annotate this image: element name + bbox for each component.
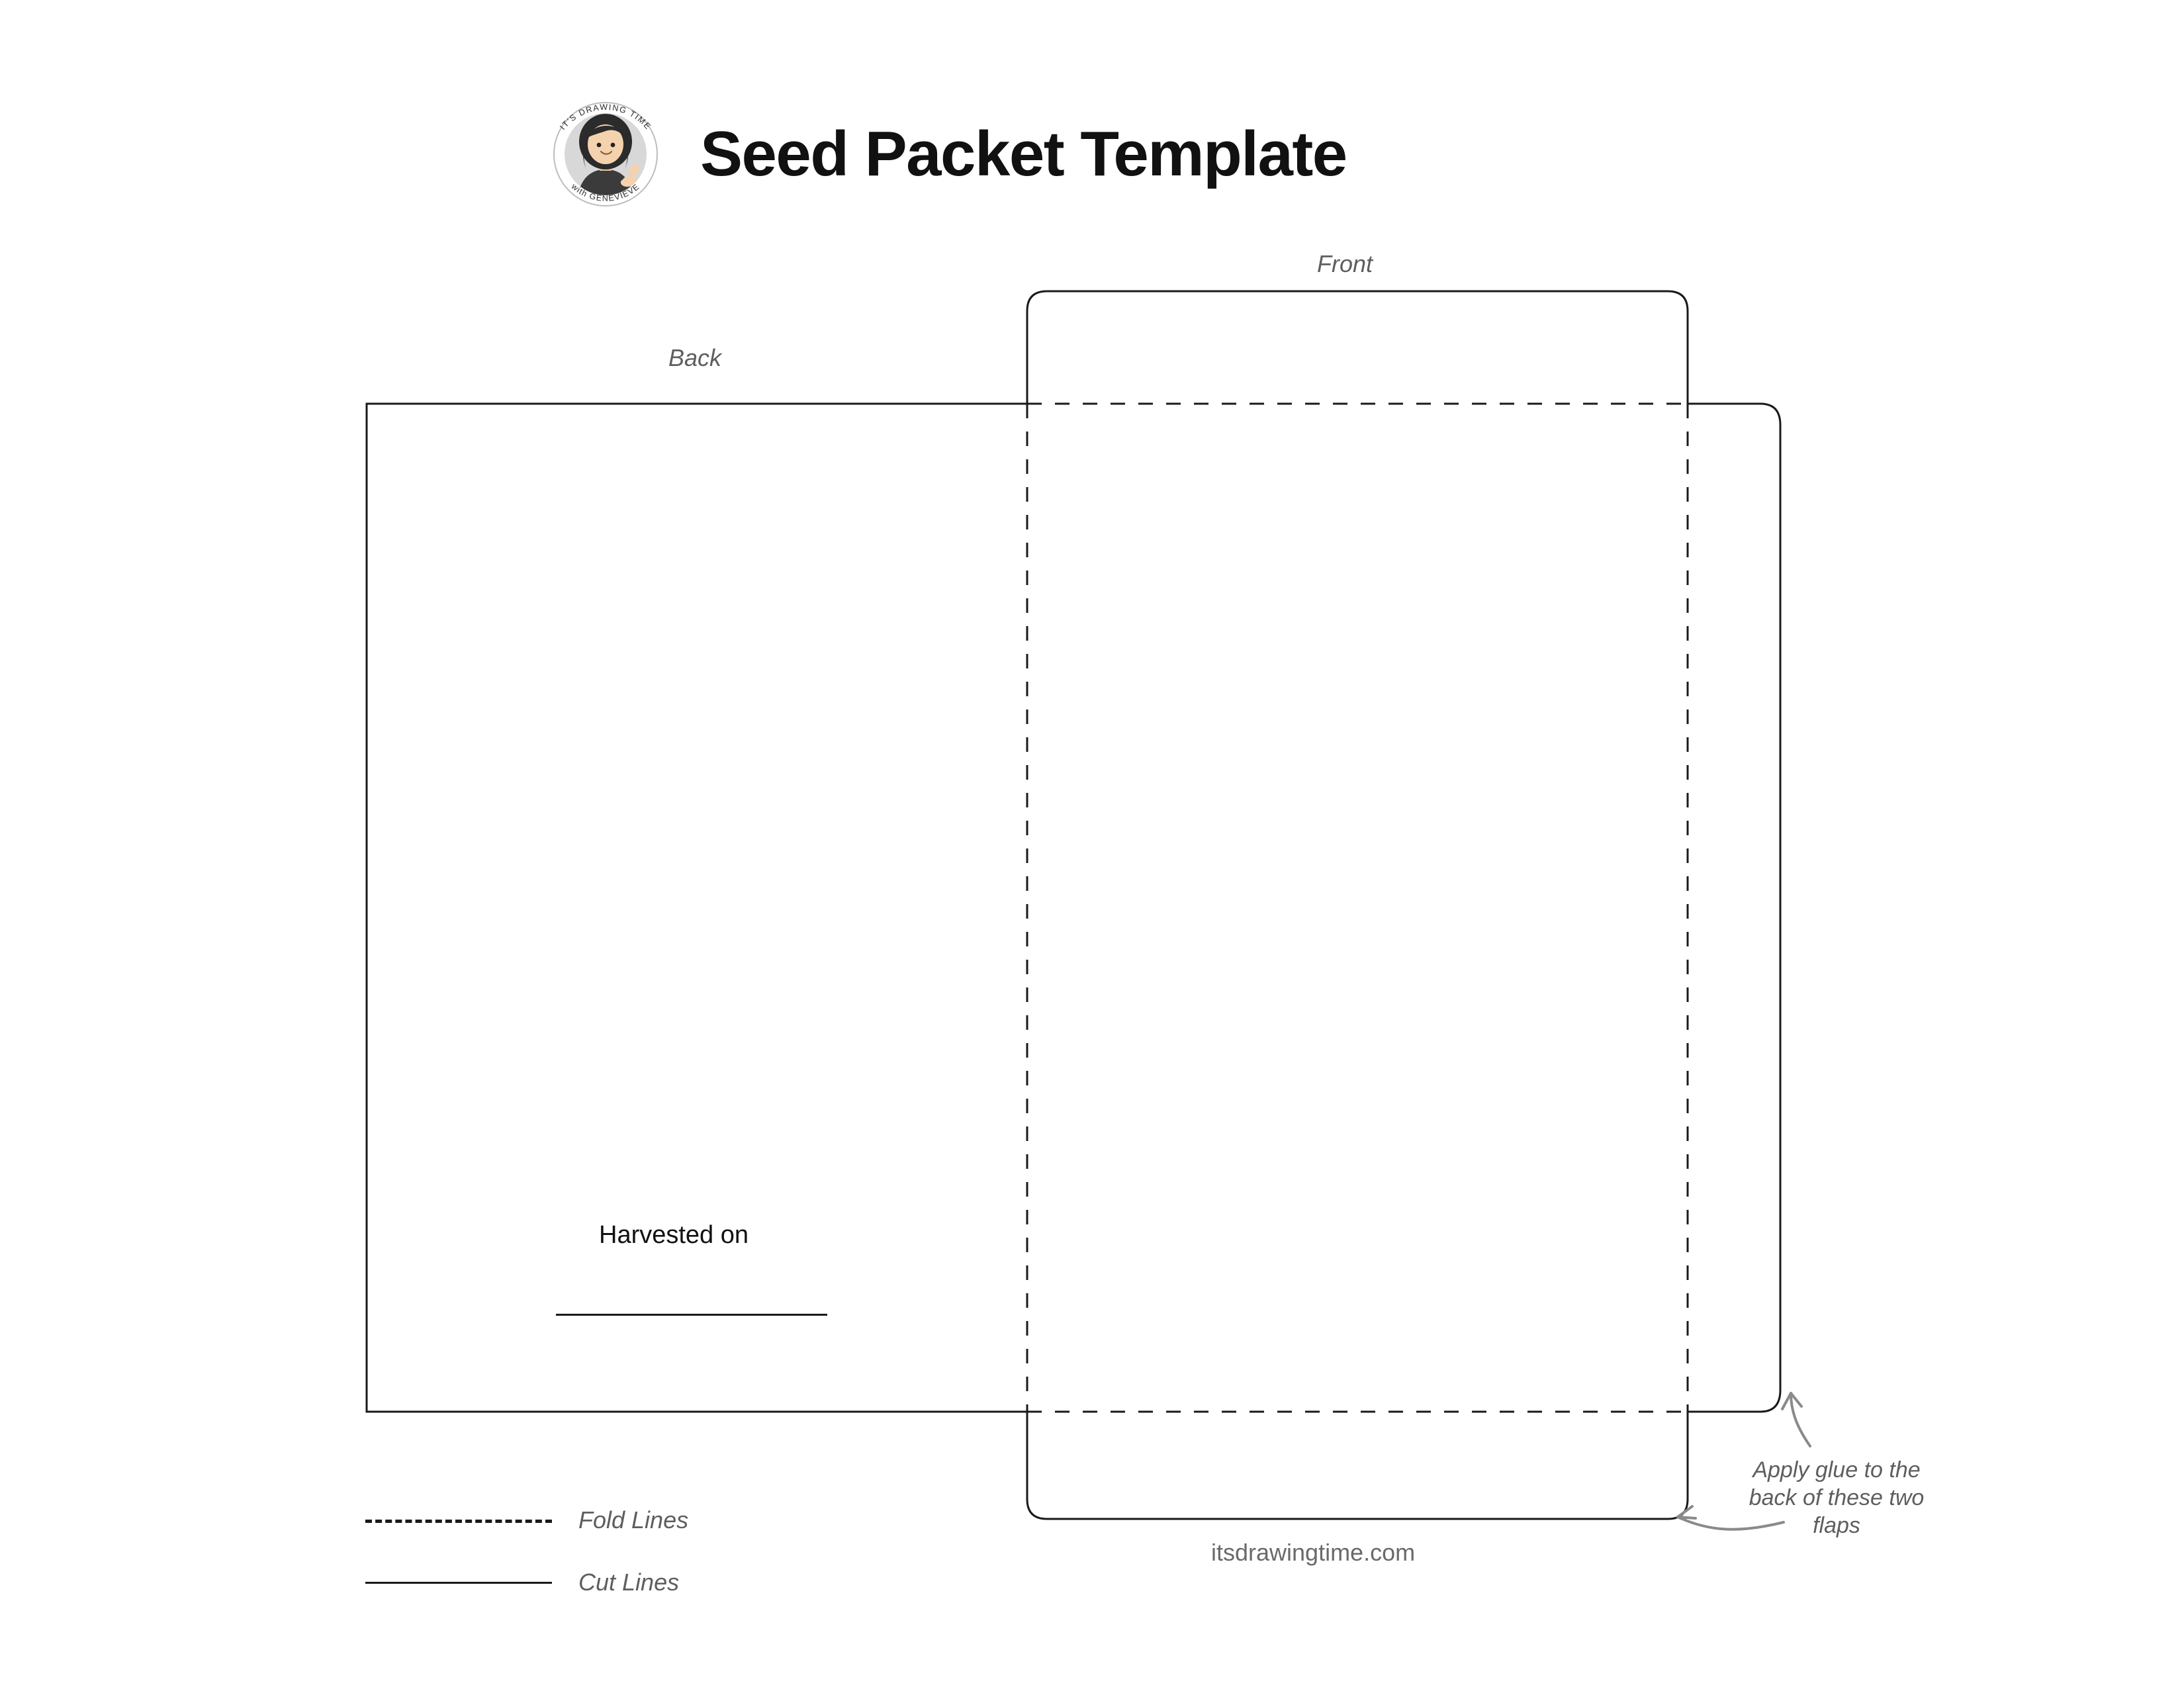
label-back: Back [668, 344, 722, 371]
glue-instruction-note: Apply glue to the back of these two flaps [1749, 1457, 1925, 1539]
svg-text:with GENEVIEVE: with GENEVIEVE [569, 181, 642, 203]
svg-text:IT'S DRAWING TIME: IT'S DRAWING TIME [558, 102, 653, 132]
label-front: Front [1317, 250, 1373, 277]
website-credit: itsdrawingtime.com [1211, 1539, 1416, 1566]
cut-line-swatch-icon [365, 1582, 552, 1584]
harvested-write-line [556, 1314, 827, 1316]
fold-line-swatch-icon [365, 1520, 552, 1523]
legend [365, 1494, 776, 1619]
fold-lines [1027, 404, 1688, 1412]
page-title: Seed Packet Template [700, 118, 1347, 189]
legend-item-fold [365, 1494, 776, 1557]
legend-item-cut [365, 1557, 776, 1619]
cut-outline [367, 291, 1780, 1519]
legend-label-fold: Fold Lines [578, 1506, 689, 1533]
legend-label-cut: Cut Lines [578, 1569, 680, 1596]
harvested-on-label: Harvested on [599, 1221, 749, 1249]
